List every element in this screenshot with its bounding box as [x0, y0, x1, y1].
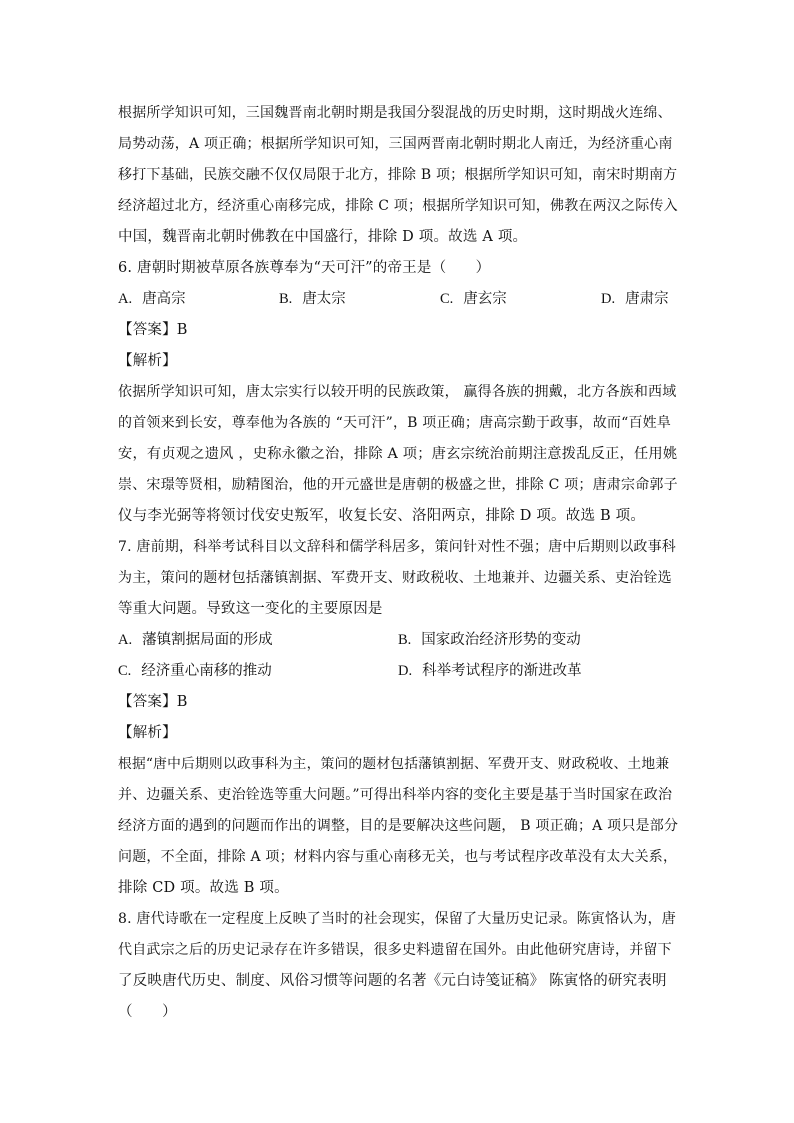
q8-stem-line: 了反映唐代历史、制度、风俗习惯等问题的名著《元白诗笺证稿》 陈寅恪的研究表明 — [118, 973, 667, 989]
q6-analysis-label: 【解析】 — [118, 353, 177, 369]
q8-stem-line: 代自武宗之后的历史记录存在许多错误，很多史料遗留在国外。由此他研究唐诗，并留下 — [118, 942, 672, 958]
q6-stem: 6. 唐朝时期被草原各族尊奉为“天可汗”的帝王是（ ） — [118, 260, 491, 276]
q7-analysis-line: 排除 CD 项。故选 B 项。 — [118, 880, 289, 896]
q5-analysis-line: 局势动荡，A 项正确；根据所学知识可知，三国两晋南北朝时期北人南迁，为经济重心南 — [118, 136, 673, 152]
q6-option-a: A. 唐高宗 — [118, 291, 186, 307]
q8-stem-line: 8. 唐代诗歌在一定程度上反映了当时的社会现实，保留了大量历史记录。陈寅恪认为，唐 — [118, 911, 677, 927]
question-6 — [118, 253, 678, 532]
q6-option-c: C. 唐玄宗 — [440, 291, 507, 307]
q6-option-d: D. 唐肃宗 — [601, 291, 669, 307]
question-7 — [118, 532, 678, 904]
q5-analysis-line: 根据所学知识可知，三国魏晋南北朝时期是我国分裂混战的历史时期，这时期战火连绵、 — [118, 105, 672, 121]
q5-analysis — [118, 98, 678, 253]
q7-stem-line: 等重大问题。导致这一变化的主要原因是 — [118, 601, 383, 617]
question-8 — [118, 904, 678, 1028]
document-page — [118, 98, 678, 1028]
q7-stem-line: 7. 唐前期，科举考试科目以文辞科和儒学科居多，策问针对性不强；唐中后期则以政事科 — [118, 539, 677, 555]
q7-option-d: D. 科举考试程序的渐进改革 — [398, 663, 582, 679]
q5-analysis-line: 中国，魏晋南北朝时佛教在中国盛行，排除 D 项。故选 A 项。 — [118, 229, 528, 245]
q7-analysis-line: 并、边疆关系、吏治铨选等重大问题。”可得出科举内容的变化主要是基于当时国家在政治 — [118, 787, 673, 803]
q6-analysis-line: 崇、宋璟等贤相，励精图治，他的开元盛世是唐朝的极盛之世，排除 C 项；唐肃宗命郭子 — [118, 477, 678, 493]
q6-analysis-line: 的首领来到长安，尊奉他为各族的 “天可汗”，B 项正确；唐高宗勤于政事，故而“百姓阜 — [118, 415, 672, 431]
q5-analysis-line: 经济超过北方，经济重心南移完成，排除 C 项；根据所学知识可知，佛教在两汉之际传入 — [118, 198, 678, 214]
q6-options — [118, 284, 678, 315]
q7-analysis-label: 【解析】 — [118, 725, 177, 741]
q7-analysis-line: 根据“唐中后期则以政事科为主，策问的题材包括藩镇割据、军费开支、财政税收、土地兼 — [118, 756, 670, 772]
q6-analysis-line: 仪与李光弼等将领讨伐安史叛军，收复长安、洛阳两京，排除 D 项。故选 B 项。 — [118, 508, 646, 524]
q6-analysis-line: 依据所学知识可知，唐太宗实行以较开明的民族政策， 赢得各族的拥戴，北方各族和西域 — [118, 384, 677, 400]
q8-stem-line: （ ） — [118, 1004, 177, 1020]
q7-analysis-line: 经济方面的遇到的问题而作出的调整，目的是要解决这些问题， B 项正确；A 项只是部分 — [118, 818, 679, 834]
q6-analysis-line: 安，有贞观之遗风 ，史称永徽之治，排除 A 项；唐玄宗统治前期注意拨乱反正，任用姚 — [118, 446, 678, 462]
q7-options-row-2 — [118, 656, 678, 687]
q7-option-a: A. 藩镇割据局面的形成 — [118, 632, 273, 648]
q6-option-b: B. 唐太宗 — [279, 291, 346, 307]
q7-option-b: B. 国家政治经济形势的变动 — [398, 632, 581, 648]
q7-answer: 【答案】B — [118, 694, 188, 710]
q7-stem-line: 为主，策问的题材包括藩镇割据、军费开支、财政税收、土地兼并、边疆关系、吏治铨选 — [118, 570, 672, 586]
q7-option-c: C. 经济重心南移的推动 — [118, 663, 272, 679]
q7-analysis-line: 问题，不全面，排除 A 项；材料内容与重心南移无关，也与考试程序改革没有太大关系， — [118, 849, 678, 865]
q6-answer: 【答案】B — [118, 322, 188, 338]
q5-analysis-line: 移打下基础，民族交融不仅仅局限于北方，排除 B 项；根据所学知识可知，南宋时期南方 — [118, 167, 678, 183]
q7-options-row-1 — [118, 625, 678, 656]
